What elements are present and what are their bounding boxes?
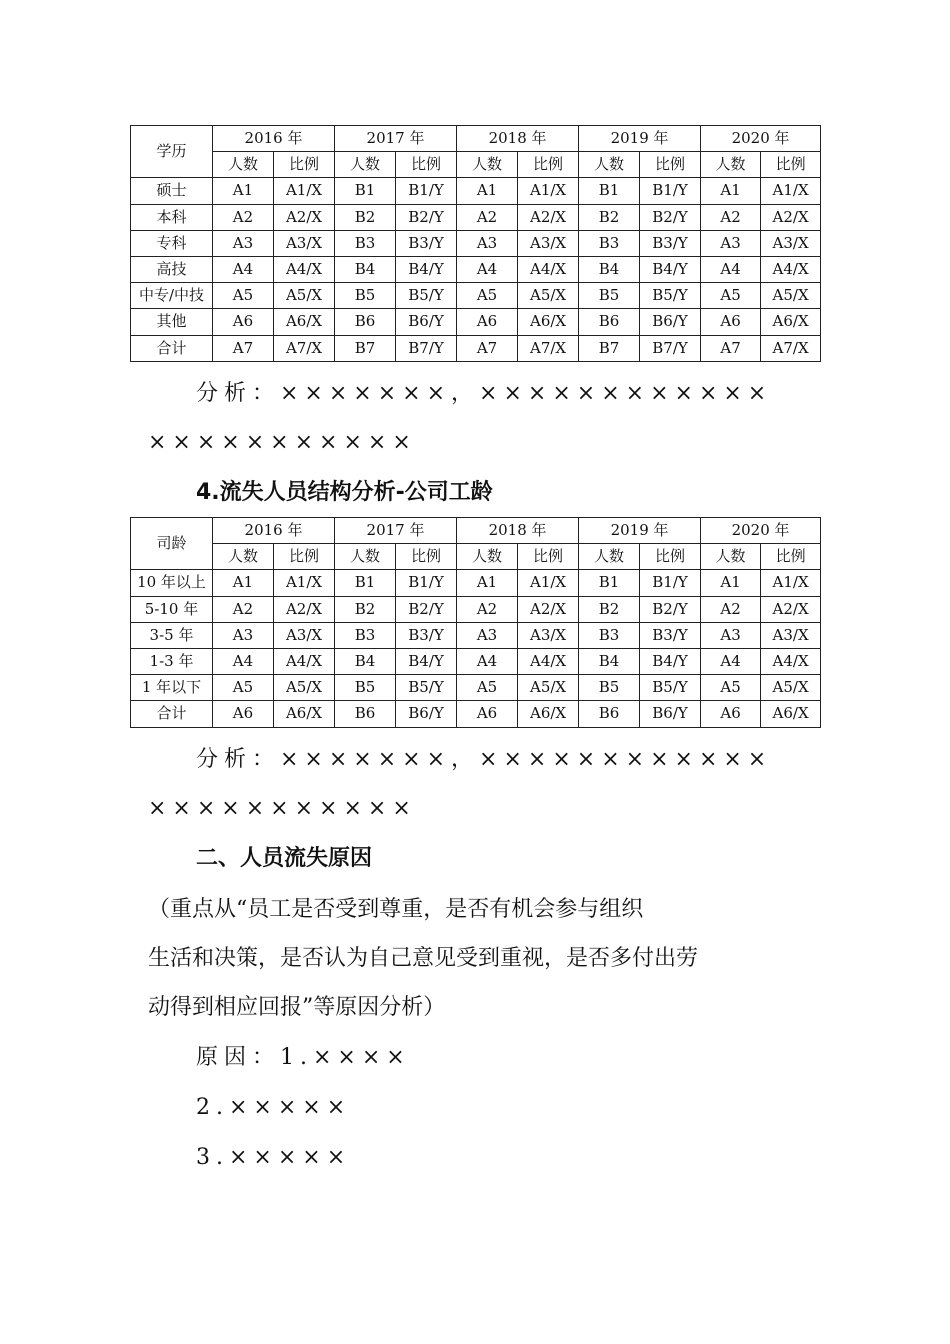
count-header-cell: 人数 [213,544,274,570]
table-cell: A4/X [518,648,579,674]
table-cell: A1 [213,570,274,596]
row-label-cell: 中专/中技 [131,283,213,309]
section-2-heading: 二、人员流失原因 [196,846,373,871]
ratio-header-cell: 比例 [761,544,821,570]
count-header-cell: 人数 [213,152,274,178]
table-cell: A7 [457,335,518,361]
table-cell: A4 [457,648,518,674]
table-cell: A2/X [518,596,579,622]
table-cell: A3/X [761,622,821,648]
table-cell: A6/X [518,701,579,727]
table-cell: A1/X [274,178,335,204]
table-cell: A7 [213,335,274,361]
table-cell: B1 [579,178,640,204]
ratio-header-cell: 比例 [518,544,579,570]
reason-note-line-2: 生活和决策，是否认为自己意见受到重视，是否多付出劳 [148,946,699,971]
table-cell: B3/Y [640,622,701,648]
row-label-cell: 合计 [131,701,213,727]
table-cell: A6/X [274,309,335,335]
table-cell: A2/X [761,204,821,230]
year-header-cell: 2019 年 [579,518,701,544]
table-cell: B7/Y [640,335,701,361]
table-cell: B2 [579,204,640,230]
ratio-header-cell: 比例 [640,544,701,570]
ratio-header-cell: 比例 [274,544,335,570]
table-cell: B2/Y [396,596,457,622]
table-cell: A3/X [518,230,579,256]
table-cell: B2 [335,204,396,230]
table-cell: A4 [457,256,518,282]
count-header-cell: 人数 [701,152,761,178]
table-cell: A6/X [761,309,821,335]
table-cell: A5 [457,675,518,701]
table-cell: A3 [213,622,274,648]
table-cell: B4/Y [396,648,457,674]
table-cell: A5/X [274,675,335,701]
table-row [131,204,821,230]
table-cell: B6 [579,701,640,727]
table-cell: A5 [701,283,761,309]
table-cell: A1/X [518,570,579,596]
table-cell: B2/Y [640,596,701,622]
table-cell: B5/Y [396,675,457,701]
table-cell: A3 [701,230,761,256]
count-header-cell: 人数 [457,544,518,570]
table-cell: A1/X [761,570,821,596]
row-header-cell: 司龄 [131,518,213,570]
table-cell: A1 [457,570,518,596]
table-row [131,309,821,335]
table-row [131,570,821,596]
table-cell: B4/Y [640,648,701,674]
table-cell: B5/Y [396,283,457,309]
header-row-sub [131,152,821,178]
table-cell: A5/X [761,675,821,701]
table-cell: B4 [579,648,640,674]
header-row-sub [131,544,821,570]
table-cell: A5/X [518,283,579,309]
table-cell: B6/Y [396,701,457,727]
table-cell: A5 [701,675,761,701]
ratio-header-cell: 比例 [396,152,457,178]
year-header-cell: 2020 年 [701,518,821,544]
table-cell: A5/X [761,283,821,309]
table-cell: B4/Y [396,256,457,282]
year-header-cell: 2018 年 [457,126,579,152]
year-header-cell: 2018 年 [457,518,579,544]
table-cell: A1 [213,178,274,204]
reason-item-1: 原因：1.×××× [196,1045,411,1070]
table-cell: B3/Y [640,230,701,256]
table-cell: B2/Y [396,204,457,230]
table-cell: B5 [335,675,396,701]
table-cell: A6 [457,309,518,335]
table-cell: A4 [701,256,761,282]
table-cell: B3 [579,230,640,256]
table-cell: A4/X [274,256,335,282]
analysis-2-line-1: 分析：×××××××，×××××××××××× [196,747,773,772]
table-cell: A1 [701,570,761,596]
table-cell: B6/Y [396,309,457,335]
table-cell: B1 [335,570,396,596]
table-cell: A4/X [518,256,579,282]
year-header-cell: 2016 年 [213,126,335,152]
analysis-2-line-2: ××××××××××× [148,796,417,821]
ratio-header-cell: 比例 [518,152,579,178]
table-cell: B1 [335,178,396,204]
table-cell: B6 [335,701,396,727]
table-cell: A6 [701,701,761,727]
table-cell: A4/X [761,648,821,674]
table-cell: A2 [213,596,274,622]
table-cell: B6/Y [640,701,701,727]
row-header-cell: 学历 [131,126,213,178]
row-label-cell: 5-10 年 [131,596,213,622]
table-cell: A7 [701,335,761,361]
table-cell: B3/Y [396,230,457,256]
table-cell: B3 [579,622,640,648]
table-cell: A2/X [274,596,335,622]
count-header-cell: 人数 [335,152,396,178]
ratio-header-cell: 比例 [640,152,701,178]
table-cell: A4 [701,648,761,674]
table-cell: B7 [579,335,640,361]
table-cell: A5/X [274,283,335,309]
table-cell: B1 [579,570,640,596]
ratio-header-cell: 比例 [396,544,457,570]
table-cell: B1/Y [396,178,457,204]
reason-item-3: 3.××××× [196,1145,352,1170]
table-cell: A5 [213,675,274,701]
row-label-cell: 合计 [131,335,213,361]
row-label-cell: 10 年以上 [131,570,213,596]
table-cell: A6 [213,309,274,335]
table-row [131,283,821,309]
table-cell: A6/X [518,309,579,335]
table-cell: A1 [701,178,761,204]
reason-item-2: 2.××××× [196,1095,352,1120]
table-cell: B7/Y [396,335,457,361]
table-cell: A1 [457,178,518,204]
table-row [131,230,821,256]
row-label-cell: 本科 [131,204,213,230]
table-cell: B1/Y [640,178,701,204]
table-row [131,256,821,282]
table-cell: B3/Y [396,622,457,648]
table-cell: B5 [579,675,640,701]
table-cell: A3 [457,230,518,256]
table-cell: B1/Y [640,570,701,596]
header-row-years [131,518,821,544]
table-cell: A5/X [518,675,579,701]
table-cell: B4 [579,256,640,282]
table-cell: A2 [457,204,518,230]
table-row [131,622,821,648]
table-cell: B5 [335,283,396,309]
table-cell: A2 [701,596,761,622]
table-cell: B5 [579,283,640,309]
table-row [131,596,821,622]
table-cell: B3 [335,230,396,256]
table-cell: A3/X [274,230,335,256]
table-cell: A4/X [761,256,821,282]
table-cell: B5/Y [640,283,701,309]
row-label-cell: 硕士 [131,178,213,204]
table-cell: B5/Y [640,675,701,701]
table-cell: A3/X [761,230,821,256]
table-cell: A4/X [274,648,335,674]
table-cell: A5 [213,283,274,309]
table-cell: A3 [213,230,274,256]
table-cell: B3 [335,622,396,648]
table-cell: A5 [457,283,518,309]
count-header-cell: 人数 [457,152,518,178]
ratio-header-cell: 比例 [761,152,821,178]
table-row [131,648,821,674]
row-label-cell: 1 年以下 [131,675,213,701]
table-cell: A3/X [518,622,579,648]
table-cell: A6/X [274,701,335,727]
table-cell: B4 [335,648,396,674]
table-cell: A4 [213,256,274,282]
count-header-cell: 人数 [701,544,761,570]
table-cell: A2 [457,596,518,622]
table-cell: B4 [335,256,396,282]
ratio-header-cell: 比例 [274,152,335,178]
row-label-cell: 其他 [131,309,213,335]
count-header-cell: 人数 [579,152,640,178]
table-cell: B2 [579,596,640,622]
table-cell: A3/X [274,622,335,648]
table-row [131,335,821,361]
section-4-heading: 4.流失人员结构分析-公司工龄 [196,480,493,505]
table-cell: A6 [213,701,274,727]
reason-note-line-1: （重点从“员工是否受到尊重，是否有机会参与组织 [148,897,644,922]
year-header-cell: 2017 年 [335,518,457,544]
table-cell: B1/Y [396,570,457,596]
table-cell: A1/X [761,178,821,204]
count-header-cell: 人数 [579,544,640,570]
tenure-table [130,517,821,728]
table-cell: A7/X [518,335,579,361]
analysis-1-line-1: 分析：×××××××，×××××××××××× [196,381,773,406]
table-row [131,178,821,204]
table-cell: A2/X [274,204,335,230]
table-cell: A3 [457,622,518,648]
table-cell: A3 [701,622,761,648]
table-cell: A2/X [518,204,579,230]
table-cell: A2 [213,204,274,230]
table-cell: A7/X [761,335,821,361]
table-cell: A2/X [761,596,821,622]
table-cell: B7 [335,335,396,361]
table-cell: B6 [335,309,396,335]
table-row [131,701,821,727]
table-cell: A1/X [274,570,335,596]
table-cell: A6 [701,309,761,335]
year-header-cell: 2016 年 [213,518,335,544]
year-header-cell: 2019 年 [579,126,701,152]
row-label-cell: 专科 [131,230,213,256]
table-cell: B6/Y [640,309,701,335]
table-cell: B2 [335,596,396,622]
row-label-cell: 高技 [131,256,213,282]
row-label-cell: 1-3 年 [131,648,213,674]
reason-note-line-3: 动得到相应回报”等原因分析） [148,995,446,1020]
table-cell: A7/X [274,335,335,361]
table-cell: B6 [579,309,640,335]
table-cell: A1/X [518,178,579,204]
education-table [130,125,821,362]
table-cell: B2/Y [640,204,701,230]
analysis-1-line-2: ××××××××××× [148,430,417,455]
year-header-cell: 2020 年 [701,126,821,152]
table-cell: A2 [701,204,761,230]
table-cell: A4 [213,648,274,674]
count-header-cell: 人数 [335,544,396,570]
row-label-cell: 3-5 年 [131,622,213,648]
table-cell: A6 [457,701,518,727]
table-cell: B4/Y [640,256,701,282]
year-header-cell: 2017 年 [335,126,457,152]
header-row-years [131,126,821,152]
table-cell: A6/X [761,701,821,727]
table-row [131,675,821,701]
